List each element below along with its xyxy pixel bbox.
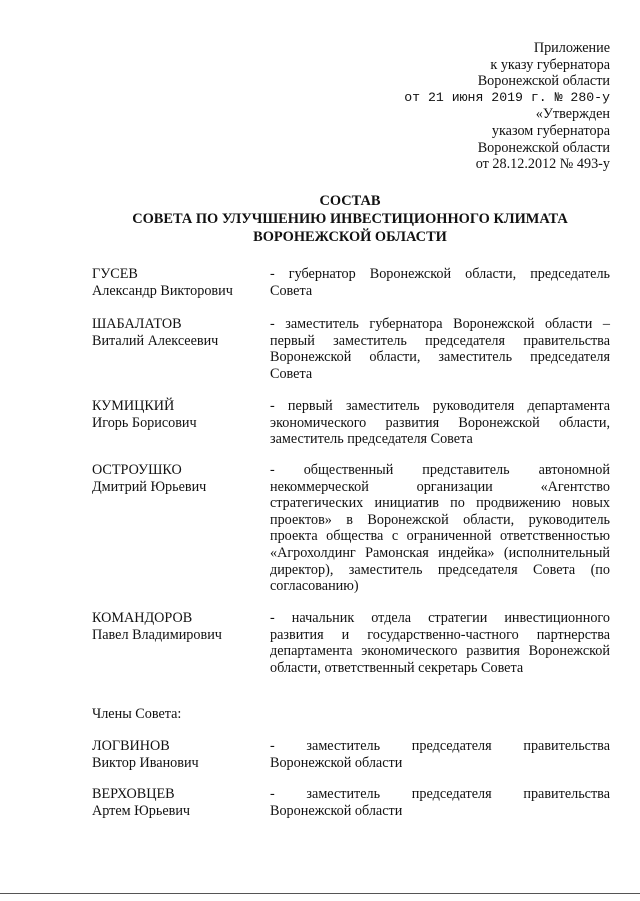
person-given-name: Павел Владимирович <box>92 626 222 643</box>
person-given-name: Виталий Алексеевич <box>92 332 219 349</box>
person-given-name: Виктор Иванович <box>92 754 199 771</box>
page-bottom-divider <box>0 893 640 894</box>
person-role: - заместитель председателя правительства Воронежской области <box>270 786 610 819</box>
person-surname: ОСТРОУШКО <box>92 462 182 478</box>
person-surname: ЛОГВИНОВ <box>92 738 170 754</box>
title-line: ВОРОНЕЖСКОЙ ОБЛАСТИ <box>253 229 447 245</box>
appendix-line: к указу губернатора <box>490 56 610 73</box>
person-name <box>92 316 262 349</box>
decree-date-line: от 21 июня 2019 г. № 280-у <box>404 89 610 105</box>
person-name <box>92 398 262 431</box>
person-surname: КУМИЦКИЙ <box>92 398 175 414</box>
person-given-name: Александр Викторович <box>92 282 233 299</box>
person-role: - заместитель председателя правительства Воронежской области <box>270 738 610 771</box>
person-role: - заместитель губернатора Воронежской области – первый заместитель председателя правительства Воронежской области, заместитель председателя Совета <box>270 316 610 382</box>
person-name <box>92 610 262 643</box>
person-surname: КОМАНДОРОВ <box>92 610 193 626</box>
members-heading: Члены Совета: <box>92 706 182 722</box>
appendix-line: Воронежской области <box>477 73 610 90</box>
person-surname: ВЕРХОВЦЕВ <box>92 786 175 802</box>
person-given-name: Артем Юрьевич <box>92 802 191 819</box>
person-role: - первый заместитель руководителя департамента экономического развития Воронежской области, заместитель председателя Совета <box>270 398 610 448</box>
person-role: - губернатор Воронежской области, председатель Совета <box>270 266 610 299</box>
title-line: СОВЕТА ПО УЛУЧШЕНИЮ ИНВЕСТИЦИОННОГО КЛИМАТА <box>132 211 568 227</box>
approval-line: «Утвержден <box>535 106 610 123</box>
approval-line: Воронежской области <box>477 139 610 156</box>
appendix-line: Приложение <box>533 40 610 56</box>
person-name <box>92 266 262 299</box>
person-role: - общественный представитель автономной некоммерческой организации «Агентство стратегических инициатив по продвижению новых проектов» в Воронежской области, руководитель проекта общества с ограниченной ответственностью «Агрохолдинг Рамонская индейка» (исполнительный директор), заместитель председателя Совета (по согласованию) <box>270 462 610 595</box>
appendix-header <box>290 40 610 173</box>
person-given-name: Дмитрий Юрьевич <box>92 478 207 495</box>
person-surname: ГУСЕВ <box>92 266 138 282</box>
person-name <box>92 786 262 819</box>
person-surname: ШАБАЛАТОВ <box>92 316 182 332</box>
person-name <box>92 738 262 771</box>
approval-line: указом губернатора <box>491 122 610 139</box>
document-title <box>60 192 640 246</box>
person-given-name: Игорь Борисович <box>92 414 197 431</box>
title-line: СОСТАВ <box>319 193 381 209</box>
person-role: - начальник отдела стратегии инвестиционного развития и государственно-частного партнерства департамента экономического развития Воронежской области, ответственный секретарь Совета <box>270 610 610 676</box>
person-name <box>92 462 262 495</box>
approval-line: от 28.12.2012 № 493-у <box>475 156 610 173</box>
